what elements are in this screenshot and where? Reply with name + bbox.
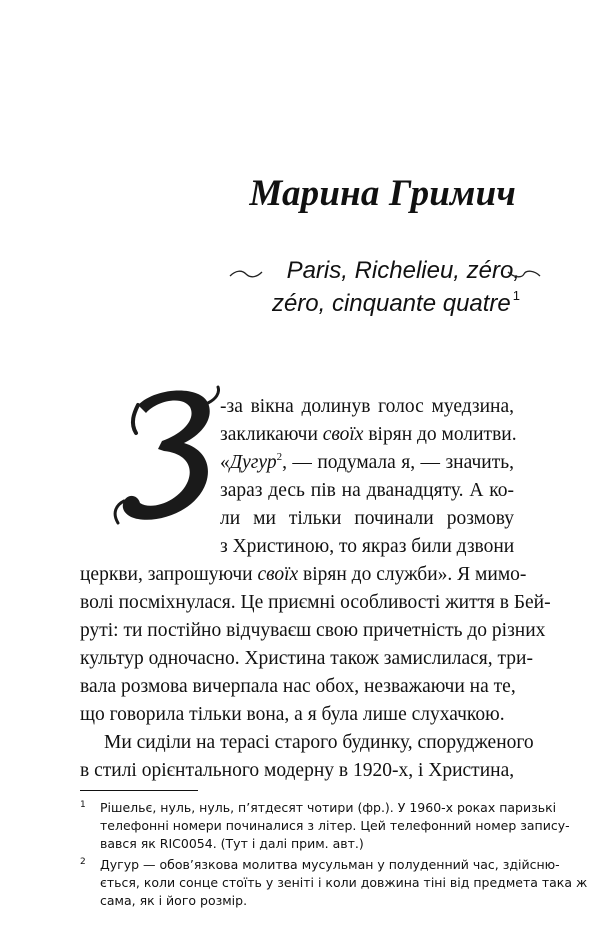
body-line: волі посміхнулася. Це приємні особливості життя в Бей- xyxy=(80,592,551,613)
story-title-line-2: zéro, cinquante quatre $^1$ xyxy=(271,288,520,317)
body-line: Ми сиділи на терасі старого будинку, спорудженого xyxy=(104,732,534,753)
footnote-ref-1: 1 xyxy=(512,288,520,303)
footnote-divider xyxy=(80,790,198,791)
body-line: руті: ти постійно відчуваєш свою причетність до різних xyxy=(80,620,546,641)
title-ornament-right xyxy=(506,268,542,280)
body-line: ли ми тільки починали розмову xyxy=(220,508,514,529)
footnote-line: Рішельє, нуль, нуль, п’ятдесят чотири (фр.). У 1960-х роках паризькі xyxy=(100,800,557,815)
body-line: закликаючи своїх вірян до молитви. xyxy=(220,424,517,445)
body-line: церкви, запрошуючи своїх вірян до служби». Я мимо- xyxy=(80,564,527,585)
author-name: Марина Гримич xyxy=(249,173,516,214)
footnote-line: Дугур — обов’язкова молитва мусульман у полуденний час, здійсню- xyxy=(100,857,560,872)
body-line: культур одночасно. Христина також замислилася, три- xyxy=(80,648,533,669)
footnote-ref-2: 2 xyxy=(276,451,283,463)
body-line: що говорила тільки вона, а я була лише слухачкою. xyxy=(80,704,505,725)
footnote-line: телефонні номери починалися з літер. Цей телефонний номер запису- xyxy=(100,818,570,833)
body-line: вала розмова вичерпала нас обох, незважаючи на те, xyxy=(80,676,516,697)
footnote-line: сама, як і його розмір. xyxy=(100,893,248,908)
body-line: в стилі орієнтального модерну в 1920-х, і Христина, xyxy=(80,760,515,781)
drop-cap-letter xyxy=(108,383,220,533)
footnote-number: 1 xyxy=(80,800,86,810)
body-line: зараз десь пів на дванадцяту. А ко- xyxy=(220,480,514,501)
footnote-line: ється, коли сонце стоїть у зеніті і коли довжина тіні від предмета така ж xyxy=(100,875,588,890)
body-line: з Христиною, то якраз били дзвони xyxy=(220,536,515,557)
footnote-number: 2 xyxy=(80,857,86,867)
body-line: «Дугур$^2$, — подумала я, — значить, xyxy=(220,451,514,473)
story-title-line-1: Paris, Richelieu, zéro, xyxy=(286,257,520,284)
footnote-line: вався як RIC0054. (Тут і далі прим. авт.) xyxy=(100,836,364,851)
body-line: -за вікна долинув голос муедзина, xyxy=(220,396,514,417)
